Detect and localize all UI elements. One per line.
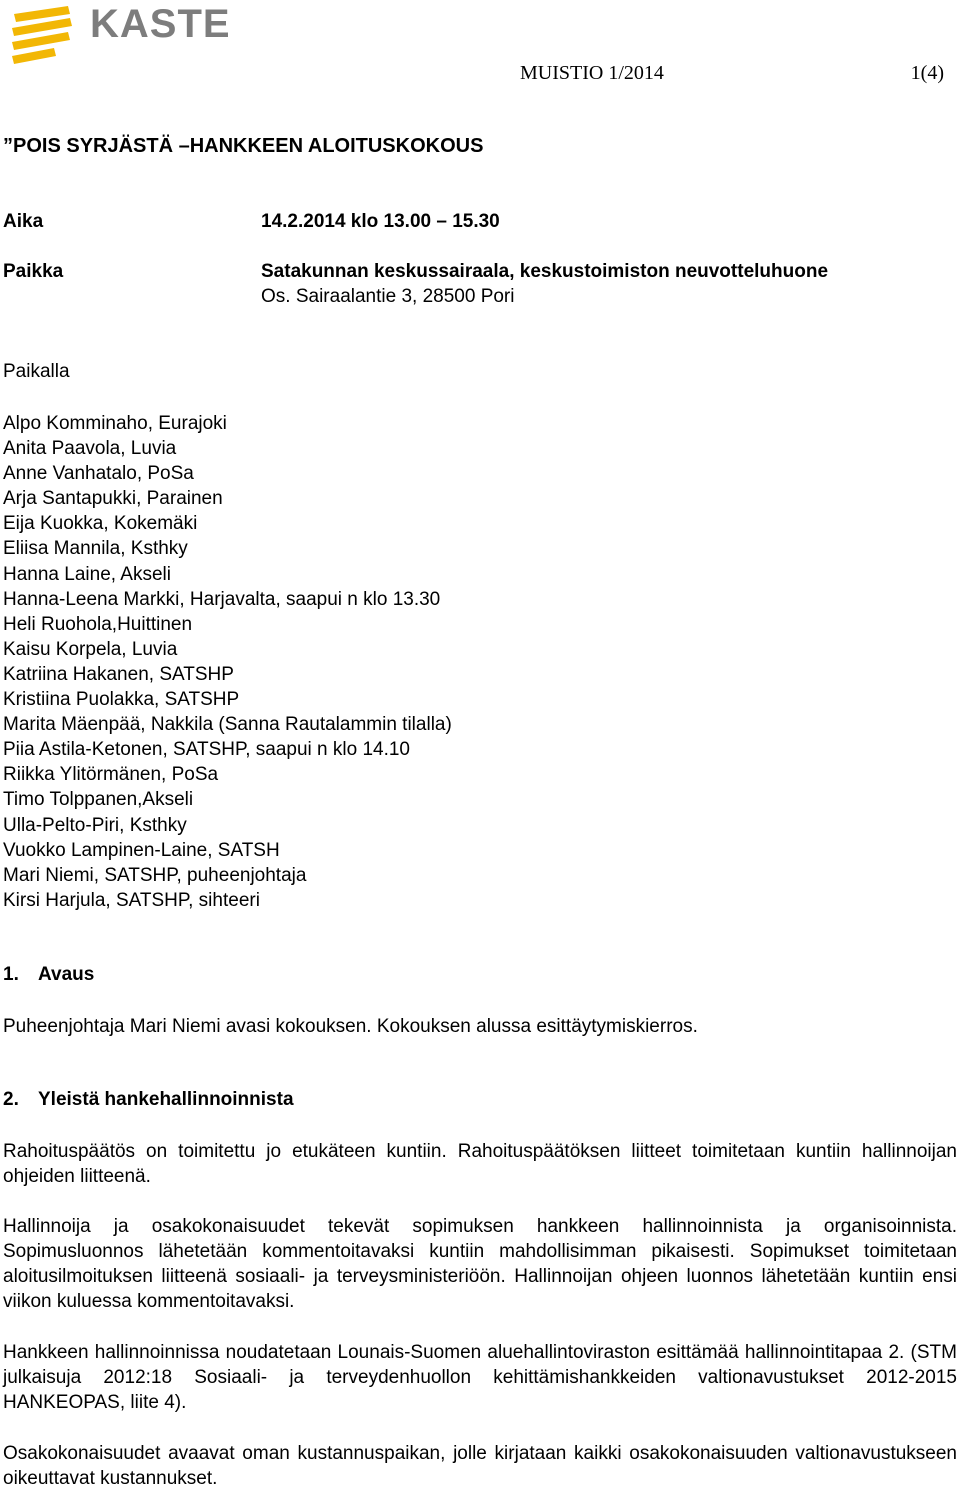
section-2-paragraph-4: Osakokonaisuudet avaavat oman kustannuspaikan, jolle kirjataan kaikki osakokonaisuuden valtionavustukseen oikeuttavat kustannukset. [3,1443,957,1490]
place-value-line-1: Satakunnan keskussairaala, keskustoimiston neuvotteluhuone [261,261,829,282]
place-value-line-2: Os. Sairaalantie 3, 28500 Pori [261,286,515,307]
attendee-item: Riikka Ylitörmänen, PoSa [3,764,219,786]
section-1-heading [3,964,94,986]
attendee-list [3,411,452,913]
attendee-item: Marita Mäenpää, Nakkila (Sanna Rautalammin tilalla) [3,714,452,736]
section-1-title: Avaus [38,964,95,985]
attendee-item: Hanna Laine, Akseli [3,563,171,585]
attendee-item: Kirsi Harjula, SATSHP, sihteeri [3,889,260,911]
attendee-item: Ulla-Pelto-Piri, Ksthky [3,814,187,836]
section-1-text: Puheenjohtaja Mari Niemi avasi kokouksen. Kokouksen alussa esittäytymiskierros. [3,1016,698,1037]
attendee-item: Eija Kuokka, Kokemäki [3,513,198,535]
place-label: Paikka [3,261,64,282]
attendee-item: Anita Paavola, Luvia [3,438,177,460]
section-2-paragraph-1: Rahoituspäätös on toimitettu jo etukäteen kuntiin. Rahoituspäätöksen liitteet toimitetaan kuntiin hallinnoijan ohjeiden liitteenä. [3,1141,957,1188]
attendee-item: Vuokko Lampinen-Laine, SATSH [3,839,280,861]
attendee-item: Anne Vanhatalo, PoSa [3,463,194,485]
attendee-item: Timo Tolppanen,Akseli [3,789,194,811]
document-title: ”POIS SYRJÄSTÄ –HANKKEEN ALOITUSKOKOUS [3,135,484,157]
kaste-logo [8,2,231,68]
attendee-item: Heli Ruohola,Huittinen [3,613,193,635]
attendee-item: Arja Santapukki, Parainen [3,488,223,510]
attendee-item: Eliisa Mannila, Ksthky [3,538,188,560]
attendee-item: Piia Astila-Ketonen, SATSHP, saapui n klo 14.10 [3,739,410,761]
attendees-heading: Paikalla [3,361,70,382]
attendee-item: Katriina Hakanen, SATSHP [3,663,234,685]
attendee-item: Mari Niemi, SATSHP, puheenjohtaja [3,864,307,886]
document-number: MUISTIO 1/2014 [520,62,664,84]
section-1-number: 1. [3,964,19,985]
section-2-title: Yleistä hankehallinnoinnista [38,1089,294,1110]
attendee-item: Hanna-Leena Markki, Harjavalta, saapui n klo 13.30 [3,588,441,610]
page-number: 1(4) [910,62,944,84]
section-2-paragraph-3: Hankkeen hallinnoinnissa noudatetaan Lounais-Suomen aluehallintoviraston esittämää hallinnointitapaa 2. (STM julkaisuja 2012:18 Sosiaali- ja terveydenhuollon kehittämishankkeiden valtionavustukset 2012-2015 HANKEOPAS, liite 4). [3,1342,957,1414]
attendee-item: Kaisu Korpela, Luvia [3,638,178,660]
attendee-item: Kristiina Puolakka, SATSHP [3,689,240,711]
section-2-paragraph-2: Hallinnoija ja osakokonaisuudet tekevät sopimuksen hankkeen hallinnoinnista ja organisoinnista. Sopimusluonnos lähetetään kommentoitavaksi kuntiin mahdollisimman pikaisesti. Sopimukset toimitetaan aloitusilmoituksen liitteenä sosiaali- ja terveysministeriöön. Hallinnoijan ohjeen luonnos lähetetään kuntiin ensi viikon kuluessa kommentoitavaksi. [3,1216,957,1313]
attendee-item: Alpo Komminaho, Eurajoki [3,413,227,434]
section-2-heading [3,1089,294,1111]
kaste-logo-mark-icon [8,4,78,66]
logo-wordmark: KASTE [90,2,231,46]
section-2-number: 2. [3,1089,19,1110]
time-value: 14.2.2014 klo 13.00 – 15.30 [261,211,500,232]
time-label: Aika [3,211,44,232]
